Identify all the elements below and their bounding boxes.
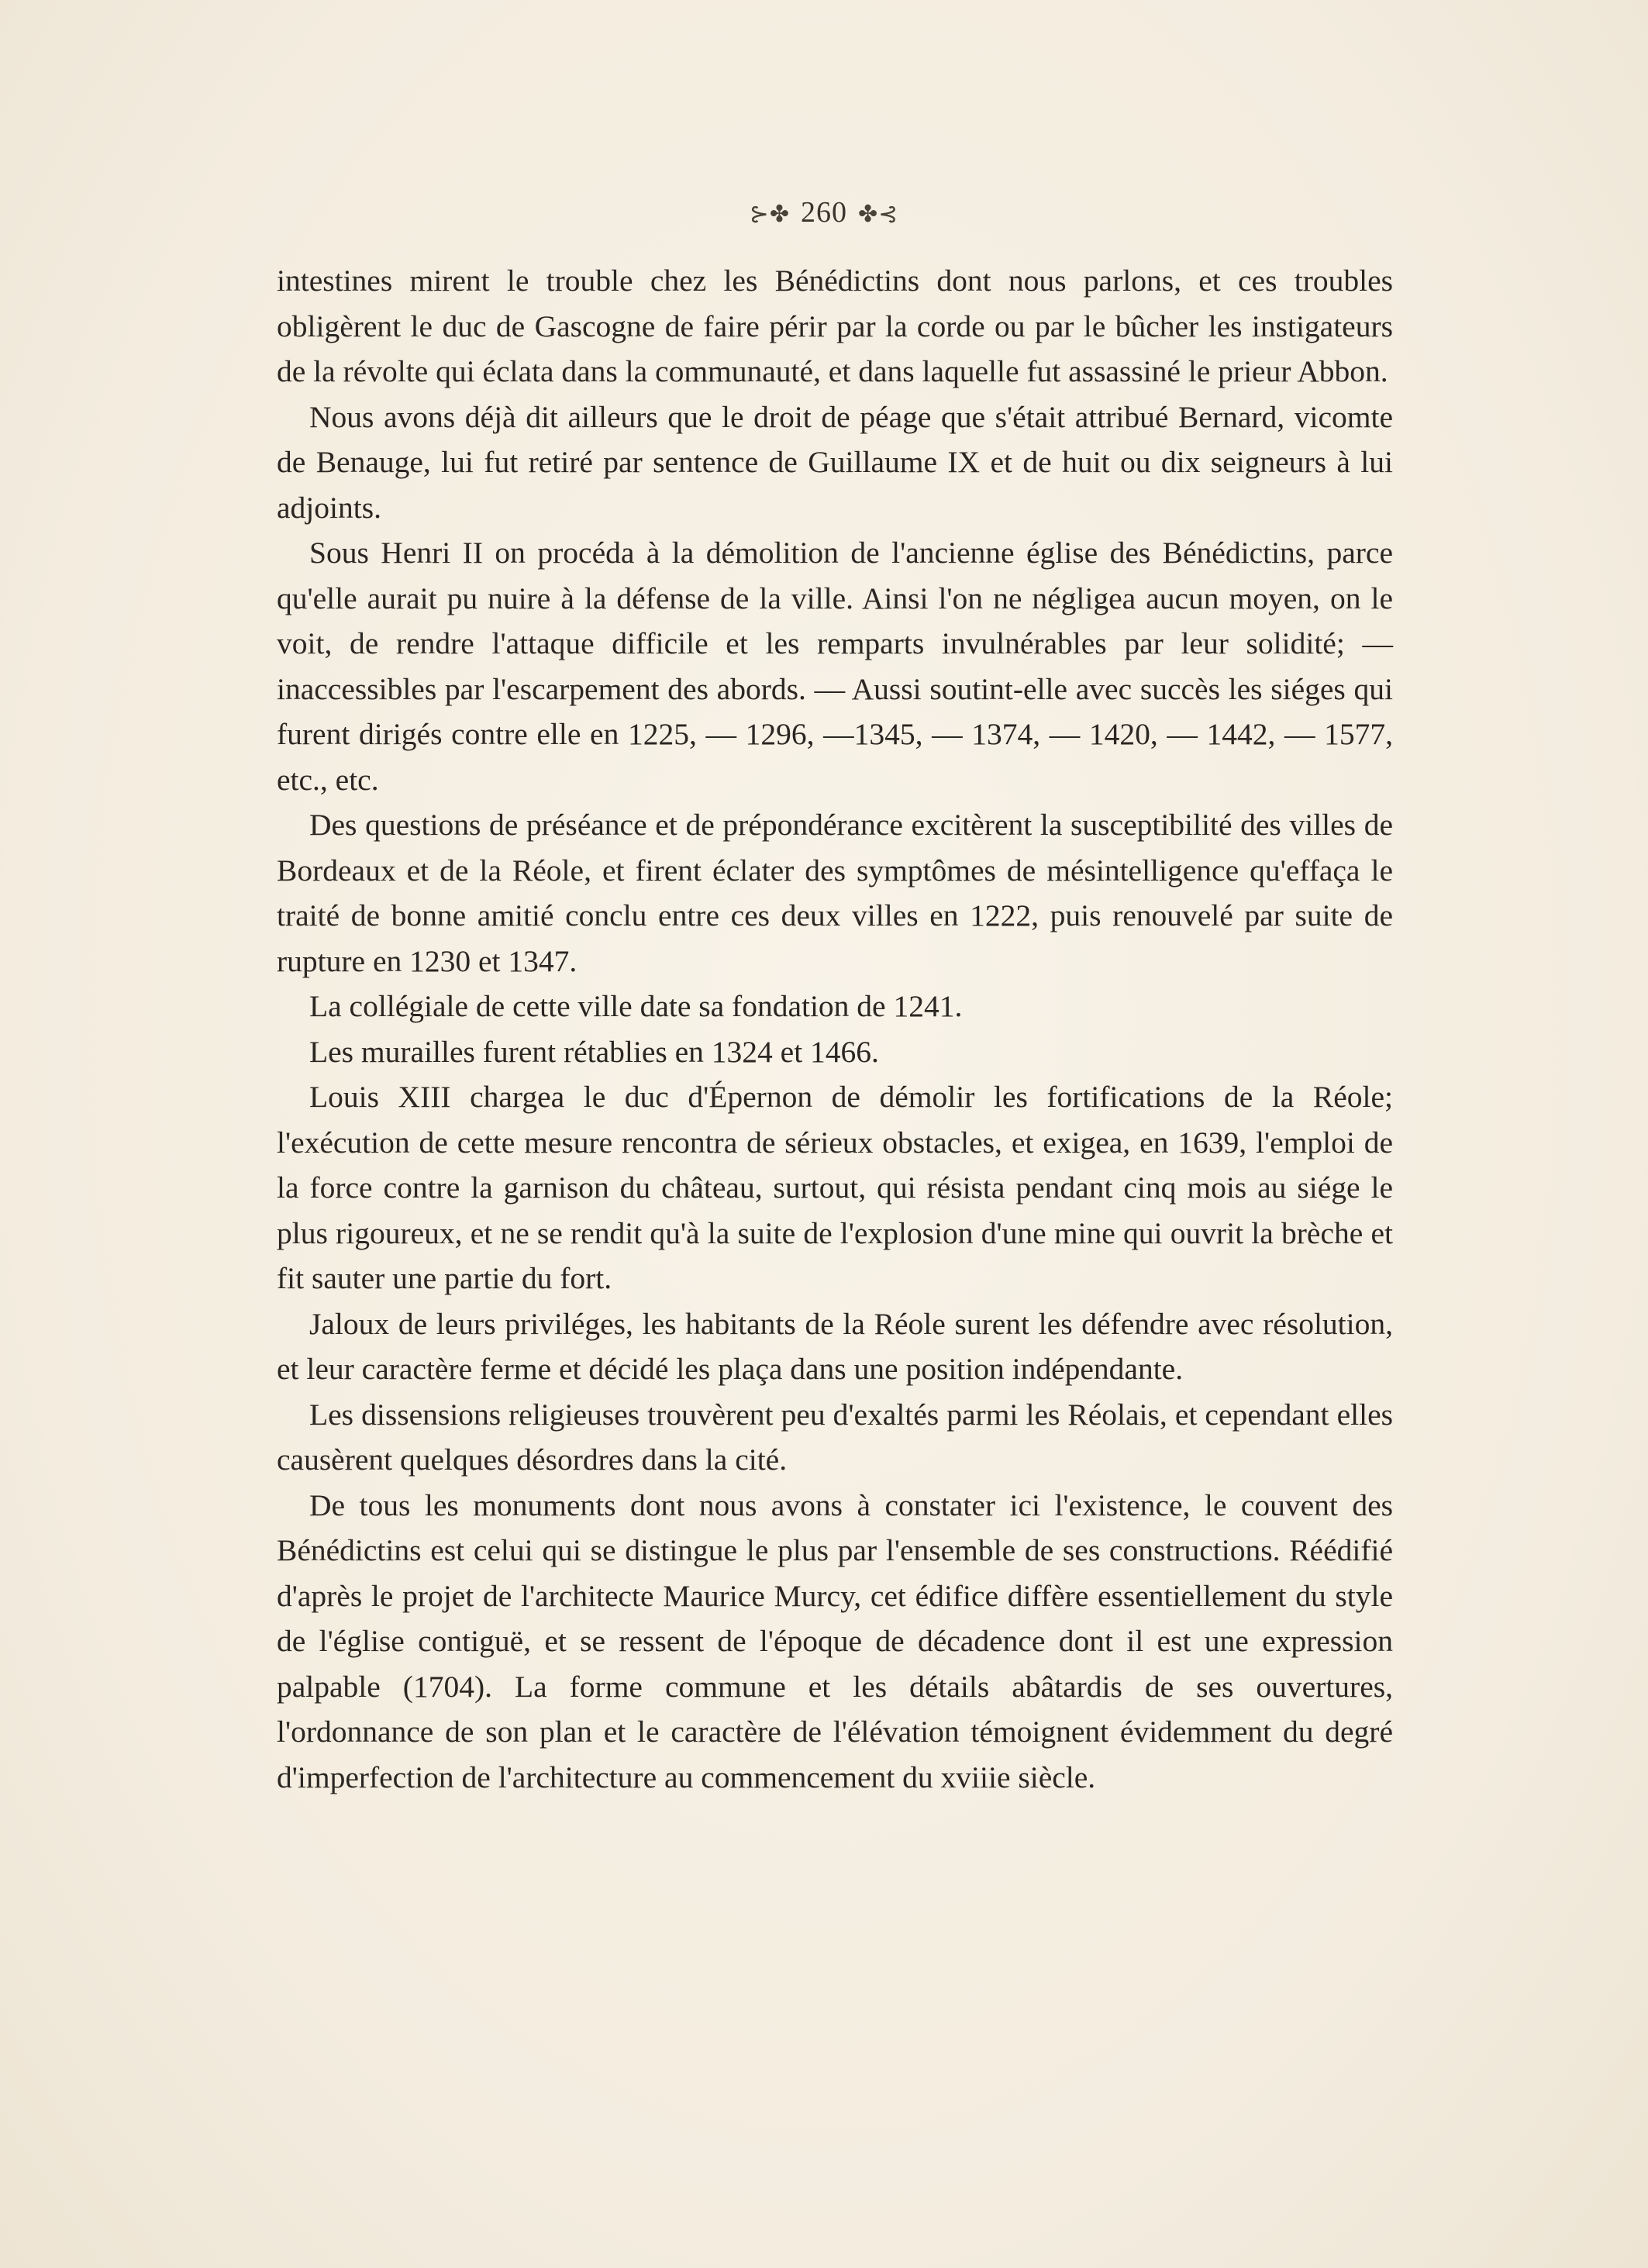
page-header xyxy=(0,195,1648,229)
paragraph: Louis XIII chargea le duc d'Épernon de démolir les fortifications de la Réole; l'exécution de cette mesure rencontra de sérieux obstacles, et exigea, en 1639, l'emploi de la force contre la garnison du château, surtout, qui résista pendant cinq mois au siége le plus rigoureux, et ne se rendit qu'à la suite de l'explosion d'une mine qui ouvrit la brèche et fit sauter une partie du fort. xyxy=(277,1080,1393,1295)
paragraph: Sous Henri II on procéda à la démolition de l'ancienne église des Bénédictins, parce qu'elle aurait pu nuire à la défense de la ville. Ainsi l'on ne négligea aucun moyen, on le voit, de rendre l'attaque difficile et les remparts invulnérables par leur solidité; — inaccessibles par l'escarpement des abords. — Aussi soutint-elle avec succès les siéges qui furent dirigés contre elle en 1225, — 1296, —1345, — 1374, — 1420, — 1442, — 1577, etc., etc. xyxy=(277,536,1393,797)
paragraph: Les dissensions religieuses trouvèrent peu d'exaltés parmi les Réolais, et cependant elles causèrent quelques désordres dans la cité. xyxy=(277,1397,1393,1477)
paragraph: Nous avons déjà dit ailleurs que le droit de péage que s'était attribué Bernard, vicomte de Benauge, lui fut retiré par sentence de Guillaume IX et de huit ou dix seigneurs à lui adjoints. xyxy=(277,399,1393,525)
paragraph: Les murailles furent rétablies en 1324 et 1466. xyxy=(309,1034,879,1069)
paragraph: Des questions de préséance et de prépondérance excitèrent la susceptibilité des villes de Bordeaux et de la Réole, et firent éclater des symptômes de mésintelligence qu'effaça le traité de bonne amitié conclu entre ces deux villes en 1222, puis renouvelé par suite de rupture en 1230 et 1347. xyxy=(277,808,1393,978)
body-text xyxy=(277,258,1393,1800)
page-number: 260 xyxy=(801,196,847,229)
paragraph: De tous les monuments dont nous avons à constater ici l'existence, le couvent des Bénédictins est celui qui se distingue le plus par l'ensemble de ses constructions. Réédifié d'après le projet de l'architecte Maurice Murcy, cet édifice diffère essentiellement du style de l'église contiguë, et se ressent de l'époque de décadence dont il est une expression palpable (1704). La forme commune et les détails abâtardis de ses ouvertures, l'ordonnance de son plan et le caractère de l'élévation témoignent évidemment du degré d'imperfection de l'architecture au commencement du xviiie siècle. xyxy=(277,1487,1393,1794)
left-ornament: ⊱✤ xyxy=(749,202,790,227)
right-ornament: ✤⊰ xyxy=(858,202,899,227)
paragraph: intestines mirent le trouble chez les Bénédictins dont nous parlons, et ces troubles obligèrent le duc de Gascogne de faire périr par la corde ou par le bûcher les instigateurs de la révolte qui éclata dans la communauté, et dans laquelle fut assassiné le prieur Abbon. xyxy=(277,264,1393,388)
paragraph: Jaloux de leurs priviléges, les habitants de la Réole surent les défendre avec résolution, et leur caractère ferme et décidé les plaça dans une position indépendante. xyxy=(277,1306,1393,1386)
paragraph: La collégiale de cette ville date sa fondation de 1241. xyxy=(309,989,963,1023)
